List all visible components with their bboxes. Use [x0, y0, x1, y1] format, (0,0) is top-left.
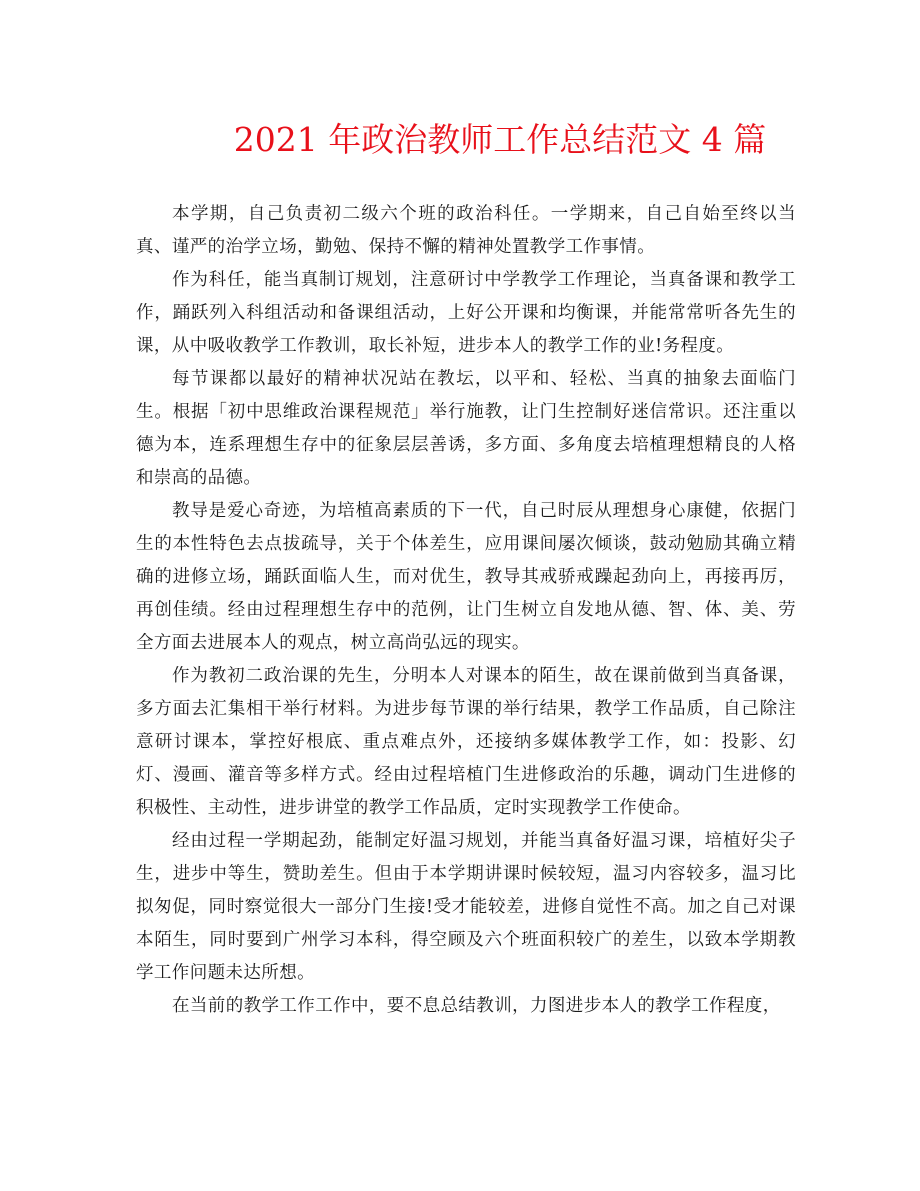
- paragraph-6: 经由过程一学期起劲，能制定好温习规划，并能当真备好温习课，培植好尖子生，进步中等生，赞助差生。但由于本学期讲课时候较短，温习内容较多，温习比拟匆促，同时察觉很大一部分门生接!受才能较差，进修自觉性不高。加之自己对课本陌生，同时要到广州学习本科，得空顾及六个班面积较广的差生，以致本学期教学工作问题未达所想。: [136, 831, 796, 983]
- paragraph-3: 每节课都以最好的精神状况站在教坛，以平和、轻松、当真的抽象去面临门生。根据「初中思维政治课程规范」举行施教，让门生控制好迷信常识。还注重以德为本，连系理想生存中的征象层层善诱，多方面、多角度去培植理想精良的人格和崇高的品德。: [136, 369, 796, 488]
- paragraph-7: 在当前的教学工作工作中，要不息总结教训，力图进步本人的教学工作程度，: [172, 996, 781, 1016]
- paragraph-5: 作为教初二政治课的先生，分明本人对课本的陌生，故在课前做到当真备课，多方面去汇集相干举行材料。为进步每节课的举行结果，教学工作品质，自己除注意研讨课本，掌控好根底、重点难点外，还接纳多媒体教学工作，如：投影、幻灯、漫画、灌音等多样方式。经由过程培植门生进修政治的乐趣，调动门生进修的积极性、主动性，进步讲堂的教学工作品质，定时实现教学工作使命。: [136, 666, 796, 818]
- paragraph-2: 作为科任，能当真制订规划，注意研讨中学教学工作理论，当真备课和教学工作，踊跃列入科组活动和备课组活动，上好公开课和均衡课，并能常常听各先生的课，从中吸收教学工作教训，取长补短，进步本人的教学工作的业!务程度。: [136, 270, 796, 356]
- document-body: [136, 198, 796, 1023]
- paragraph-1: 本学期，自己负责初二级六个班的政治科任。一学期来，自己自始至终以当真、谨严的治学立场，勤勉、保持不懈的精神处置教学工作事情。: [136, 204, 796, 257]
- document-title: 2021 年政治教师工作总结范文 4 篇: [233, 120, 767, 159]
- paragraph-4: 教导是爱心奇迹，为培植高素质的下一代，自己时辰从理想身心康健，依据门生的本性特色去点拔疏导，关于个体差生，应用课间屡次倾谈，鼓动勉励其确立精确的进修立场，踊跃面临人生，而对优生，教导其戒骄戒躁起劲向上，再接再厉，再创佳绩。经由过程理想生存中的范例，让门生树立自发地从德、智、体、美、劳全方面去进展本人的观点，树立高尚弘远的现实。: [136, 501, 796, 653]
